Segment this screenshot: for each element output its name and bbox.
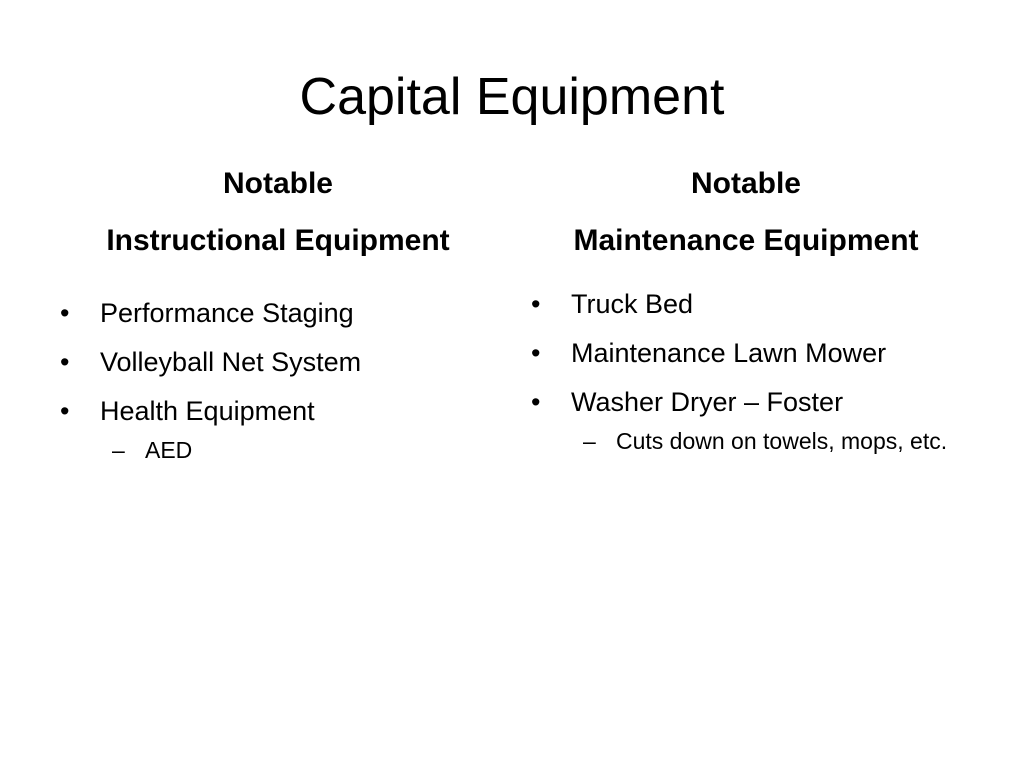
list-item	[531, 288, 971, 321]
sub-list-item	[60, 432, 500, 468]
bullet-icon: •	[60, 347, 70, 377]
list-item	[60, 346, 500, 379]
bullet-icon: •	[531, 387, 541, 417]
left-column-heading	[52, 155, 504, 269]
right-column-heading	[520, 155, 972, 269]
right-heading-line2: Maintenance Equipment	[573, 224, 919, 257]
sub-list-item	[531, 423, 956, 459]
list-item	[531, 337, 971, 370]
list-item-text: Performance Staging	[100, 298, 354, 328]
dash-icon: –	[112, 437, 125, 463]
left-bullet-list	[60, 297, 500, 468]
right-bullet-list	[531, 288, 971, 459]
slide-title: Capital Equipment	[299, 68, 725, 126]
bullet-icon: •	[60, 298, 70, 328]
sub-list-container	[60, 432, 500, 468]
sub-list-item-text: Cuts down on towels, mops, etc.	[616, 428, 948, 454]
bullet-icon: •	[60, 396, 70, 426]
list-item-text: Volleyball Net System	[100, 347, 362, 377]
bullet-icon: •	[531, 338, 541, 368]
list-item	[60, 297, 500, 330]
sub-bullet-list	[60, 432, 500, 468]
sub-list-item-text: AED	[145, 437, 193, 463]
left-heading-line2: Instructional Equipment	[106, 224, 450, 257]
left-heading-line1: Notable	[222, 167, 333, 200]
list-item	[531, 386, 971, 419]
list-item-text: Health Equipment	[100, 396, 315, 426]
sub-bullet-list	[531, 423, 971, 459]
list-item	[60, 395, 500, 428]
list-item-text: Washer Dryer – Foster	[571, 387, 844, 417]
list-item-text: Truck Bed	[571, 289, 694, 319]
sub-list-container	[531, 423, 971, 459]
dash-icon: –	[583, 428, 596, 454]
bullet-icon: •	[531, 289, 541, 319]
right-heading-line1: Notable	[690, 167, 801, 200]
list-item-text: Maintenance Lawn Mower	[571, 338, 887, 368]
